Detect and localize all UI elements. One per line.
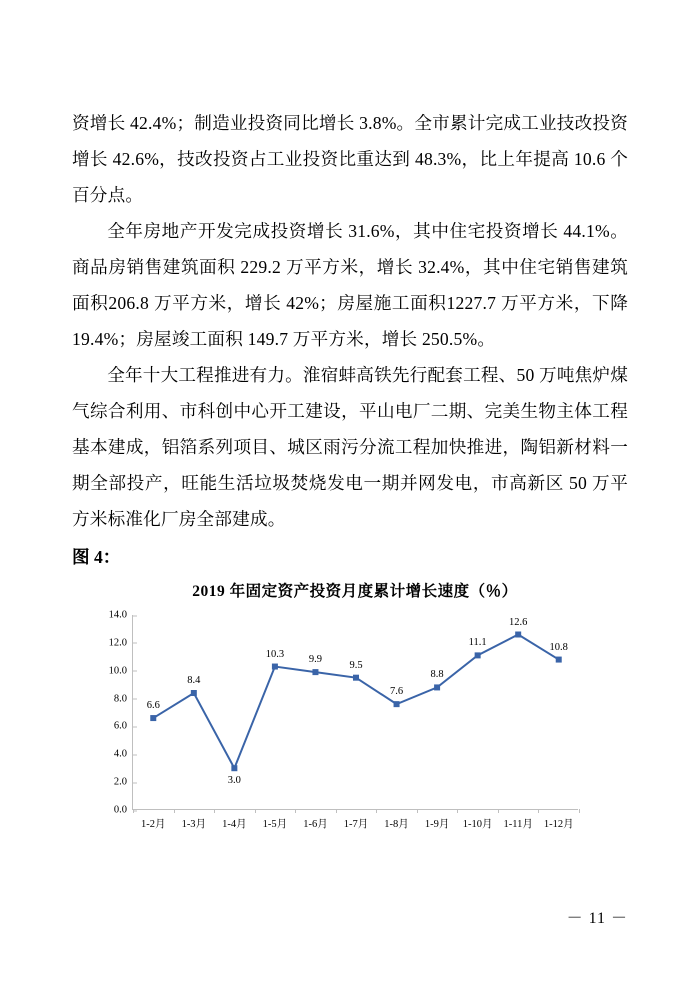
- data-point-label: 10.3: [265, 648, 285, 660]
- data-point-label: 7.6: [389, 686, 404, 698]
- series-marker: [394, 701, 400, 707]
- y-axis-tick-label: 10.0: [109, 665, 133, 676]
- y-axis-tick-mark: [133, 782, 137, 783]
- series-marker: [312, 669, 318, 675]
- figure-4-chart: [72, 579, 628, 857]
- paragraph-2: 全年房地产开发完成投资增长 31.6%，其中住宅投资增长 44.1%。商品房销售建筑面积 229.2 万平方米，增长 32.4%，其中住宅销售建筑面积206.8 万平方米，增长 42%；房屋施工面积1227.7 万平方米，下降 19.4%；房屋竣工面积 149.7 万平方米，增长 250.5%。: [72, 221, 628, 349]
- x-axis-tick-mark: [579, 809, 580, 813]
- series-marker: [515, 632, 521, 638]
- x-axis-tick-mark: [538, 809, 539, 813]
- x-axis-tick-mark: [255, 809, 256, 813]
- y-axis-tick-mark: [133, 699, 137, 700]
- x-axis-tick-mark: [376, 809, 377, 813]
- x-axis-tick-mark: [174, 809, 175, 813]
- y-axis-tick-label: 2.0: [114, 777, 133, 788]
- x-axis-tick-label: 1-4月: [222, 819, 247, 830]
- x-axis-tick-mark: [336, 809, 337, 813]
- y-axis-tick-label: 0.0: [114, 805, 133, 816]
- x-axis-tick-label: 1-10月: [462, 819, 493, 830]
- y-axis-tick-mark: [133, 754, 137, 755]
- series-marker: [475, 652, 481, 658]
- data-point-label: 12.6: [508, 616, 528, 628]
- y-axis-tick-label: 4.0: [114, 749, 133, 760]
- x-axis-tick-label: 1-9月: [424, 819, 450, 830]
- y-axis-tick-label: 8.0: [114, 693, 133, 704]
- x-axis-tick-label: 1-3月: [181, 819, 207, 830]
- y-axis-tick-mark: [133, 671, 137, 672]
- chart-plot-area: [108, 609, 578, 830]
- x-axis-tick-label: 1-7月: [343, 819, 369, 830]
- data-point-label: 3.0: [227, 775, 241, 787]
- data-point-label: 9.9: [308, 654, 323, 666]
- page-number: － 11 －: [566, 910, 628, 927]
- x-axis-tick-label: 1-8月: [384, 819, 409, 830]
- series-marker: [150, 715, 156, 721]
- paragraph-3: 全年十大工程推进有力。淮宿蚌高铁先行配套工程、50 万吨焦炉煤气综合利用、市科创中心开工建设，平山电厂二期、完美生物主体工程基本建成，铝箔系列项目、城区雨污分流工程加快推进，陶铝新材料一期全部投产，旺能生活垃圾焚烧发电一期并网发电，市高新区 50 万平方米标准化厂房全部建成。: [72, 365, 629, 529]
- data-point-label: 8.8: [430, 669, 444, 681]
- x-axis-tick-mark: [214, 809, 215, 813]
- series-marker: [191, 690, 197, 696]
- series-marker: [434, 684, 440, 690]
- x-axis-tick-mark: [417, 809, 418, 813]
- series-marker: [353, 675, 359, 681]
- x-axis-tick-mark: [498, 809, 499, 813]
- data-point-label: 10.8: [549, 641, 568, 653]
- paragraph-1: 资增长 42.4%；制造业投资同比增长 3.8%。全市累计完成工业技改投资增长 42.6%，技改投资占工业投资比重达到 48.3%，比上年提高 10.6 个百分点。: [72, 113, 628, 205]
- y-axis-tick-mark: [133, 615, 137, 616]
- series-marker: [272, 664, 278, 670]
- y-axis-tick-mark: [133, 726, 137, 727]
- x-axis-tick-label: 1-2月: [141, 819, 166, 830]
- x-axis-tick-label: 1-5月: [262, 819, 288, 830]
- y-axis-tick-label: 6.0: [114, 721, 133, 732]
- y-axis-tick-mark: [133, 643, 137, 644]
- series-line: [153, 635, 558, 769]
- chart-area: [72, 607, 628, 857]
- x-axis-tick-label: 1-12月: [543, 819, 574, 830]
- y-axis-tick-label: 12.0: [109, 637, 133, 648]
- chart-title: 2019 年固定资产投资月度累计增长速度（％）: [192, 583, 518, 600]
- data-point-label: 8.4: [187, 675, 201, 686]
- data-point-label: 11.1: [468, 637, 487, 649]
- y-axis-tick-label: 14.0: [109, 610, 133, 621]
- chart-line-series: [133, 615, 579, 810]
- series-marker: [231, 765, 237, 771]
- x-axis-tick-label: 1-6月: [303, 819, 328, 830]
- x-axis-tick-mark: [295, 809, 296, 813]
- data-point-label: 6.6: [146, 700, 160, 712]
- series-marker: [556, 657, 562, 663]
- x-axis-tick-label: 1-11月: [503, 819, 533, 830]
- x-axis-tick-mark: [133, 809, 134, 813]
- figure-label: 图 4：: [72, 547, 121, 567]
- data-point-label: 9.5: [349, 659, 363, 671]
- x-axis-tick-mark: [457, 809, 458, 813]
